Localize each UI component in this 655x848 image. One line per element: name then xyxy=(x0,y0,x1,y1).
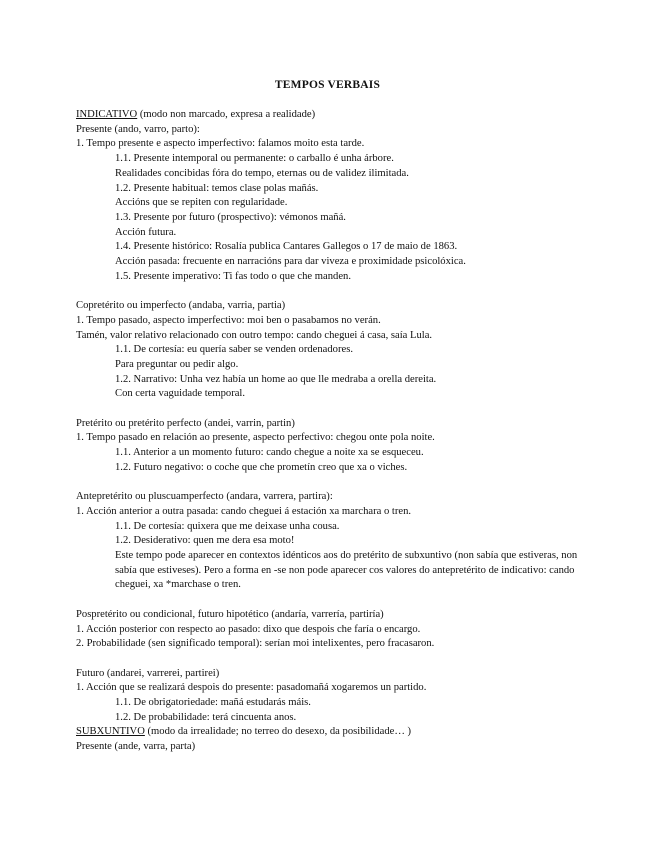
antepreterito-heading: Antepretérito ou pluscuamperfecto (andara, varrera, partira): xyxy=(76,491,333,503)
preterito-heading: Pretérito ou pretérito perfecto (andei, varrin, partin) xyxy=(76,417,295,429)
antepreterito-subitem: 1.2. Desiderativo: quen me dera esa moto! xyxy=(115,535,295,547)
presente-heading: Presente (ando, varro, parto): xyxy=(76,123,200,135)
pospreterito-heading: Pospretérito ou condicional, futuro hipotético (andaría, varrería, partiría) xyxy=(76,608,384,620)
copreterito-item: 1. Tempo pasado, aspecto imperfectivo: moi ben o pasabamos no verán. xyxy=(76,314,381,326)
copreterito-heading: Copretérito ou imperfecto (andaba, varria, partia) xyxy=(76,300,286,312)
presente-note: Realidades concibidas fóra do tempo, eternas ou de validez ilimitada. xyxy=(115,167,409,179)
antepreterito-item: 1. Acción anterior a outra pasada: cando cheguei á estación xa marchara o tren. xyxy=(76,505,412,517)
presente-subitem: 1.3. Presente por futuro (prospectivo): vémonos mañá. xyxy=(115,211,346,223)
antepreterito-subitem: 1.1. De cortesía: quixera que me deixase unha cousa. xyxy=(115,520,340,532)
antepreterito-note: Este tempo pode aparecer en contextos idénticos aos do pretérito de subxuntivo (non sabía que estiveras, non sabía que estiveses). Pero a forma en -se non pode aparecer cos valores do antepretérito de indicativo: cando cheguei, xa *marchase o tren. xyxy=(115,550,578,591)
copreterito-item: Tamén, valor relativo relacionado con outro tempo: cando cheguei á casa, saía Lula. xyxy=(76,329,433,341)
futuro-subitem: 1.2. De probabilidade: terá cincuenta anos. xyxy=(115,711,297,723)
indicativo-heading-desc: (modo non marcado, expresa a realidade) xyxy=(137,109,316,120)
indicativo-heading-label: INDICATIVO xyxy=(76,109,138,120)
pospreterito-item: 1. Acción posterior con respecto ao pasado: dixo que despois che faría o encargo. xyxy=(76,623,421,635)
pospreterito-item: 2. Probabilidade (sen significado temporal): serían moi intelixentes, pero fracasaron. xyxy=(76,638,435,650)
subxuntivo-heading-label: SUBXUNTIVO xyxy=(76,726,145,738)
subxuntivo-heading xyxy=(76,725,596,740)
preterito-subitem: 1.1. Anterior a un momento futuro: cando chegue a noite xa se esqueceu. xyxy=(115,447,424,459)
document-title: TEMPOS VERBAIS xyxy=(274,79,381,91)
presente-item: 1. Tempo presente e aspecto imperfectivo: falamos moito esta tarde. xyxy=(76,138,365,150)
preterito-subitem: 1.2. Futuro negativo: o coche que che prometín creo que xa o viches. xyxy=(115,461,408,473)
copreterito-subitem: 1.1. De cortesía: eu quería saber se venden ordenadores. xyxy=(115,344,353,356)
document-body xyxy=(76,108,596,755)
preterito-item: 1. Tempo pasado en relación ao presente, aspecto perfectivo: chegou onte pola noite. xyxy=(76,432,435,444)
subxuntivo-presente-heading: Presente (ande, varra, parta) xyxy=(76,741,196,753)
copreterito-note: Con certa vaguidade temporal. xyxy=(115,388,246,400)
subxuntivo-heading-desc: (modo da irrealidade; no terreo do desexo, da posibilidade… ) xyxy=(144,726,412,738)
presente-subitem: 1.1. Presente intemporal ou permanente: o carballo é unha árbore. xyxy=(115,153,394,165)
copreterito-subitem: 1.2. Narrativo: Unha vez había un home ao que lle medraba a orella dereita. xyxy=(115,373,437,385)
copreterito-note: Para preguntar ou pedir algo. xyxy=(115,358,239,370)
presente-subitem: 1.2. Presente habitual: temos clase polas mañás. xyxy=(115,182,319,194)
futuro-item: 1. Acción que se realizará despois do presente: pasadomañá xogaremos un partido. xyxy=(76,682,427,694)
presente-subitem: 1.4. Presente histórico: Rosalía publica Cantares Gallegos o 17 de maio de 1863. xyxy=(115,241,458,253)
presente-note: Acción pasada: frecuente en narracións para dar viveza e proximidade psicolóxica. xyxy=(115,256,466,268)
presente-note: Acción futura. xyxy=(115,226,177,238)
indicativo-heading xyxy=(76,108,596,123)
futuro-heading: Futuro (andarei, varrerei, partirei) xyxy=(76,667,220,679)
futuro-subitem: 1.1. De obrigatoriedade: mañá estudarás máis. xyxy=(115,697,311,709)
presente-subitem: 1.5. Presente imperativo: Ti fas todo o que che manden. xyxy=(115,270,351,282)
presente-note: Accións que se repiten con regularidade. xyxy=(115,197,288,209)
